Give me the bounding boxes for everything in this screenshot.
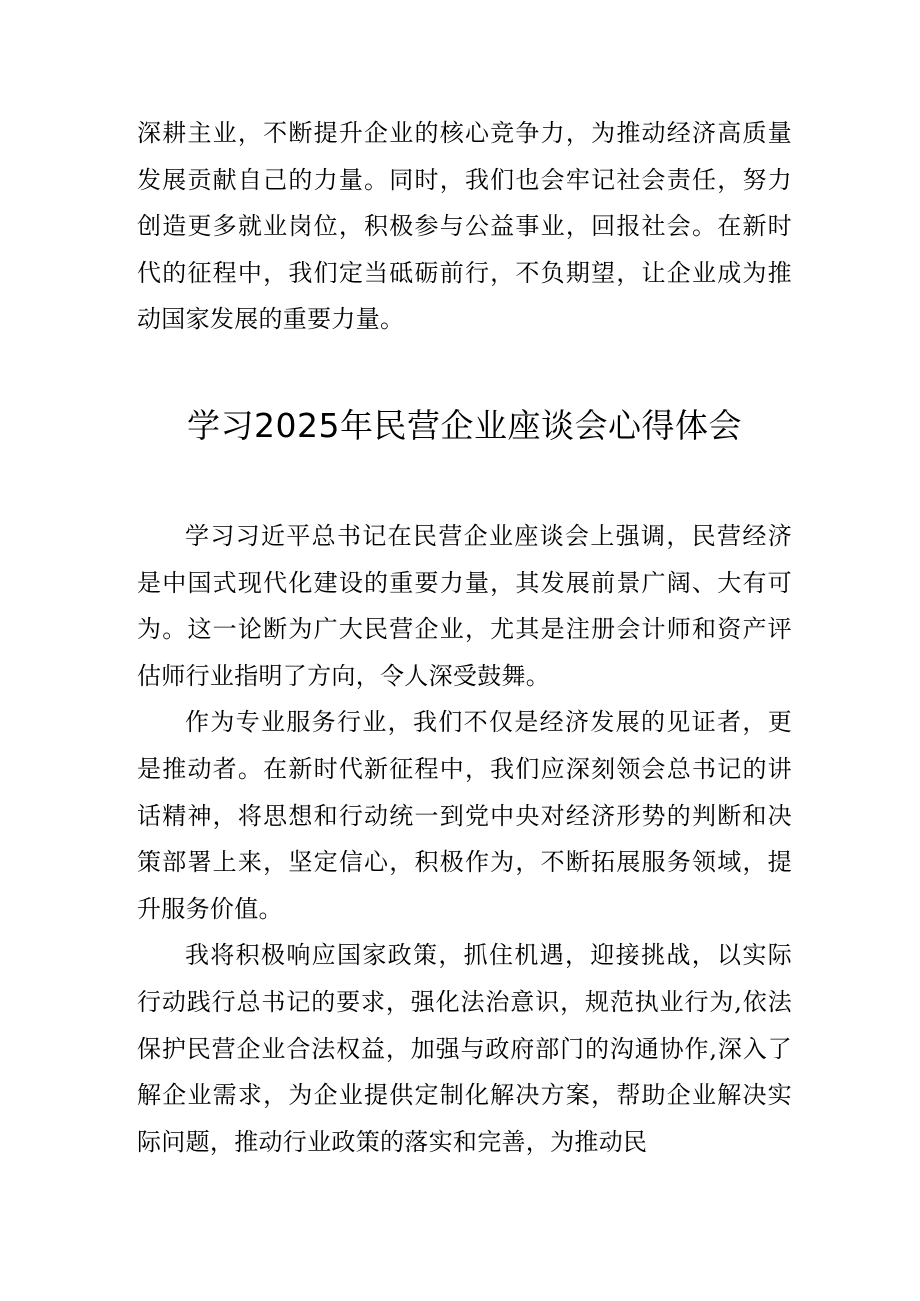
body-paragraph-2: 作为专业服务行业，我们不仅是经济发展的见证者，更是推动者。在新时代新征程中，我们应深刻领会总书记的讲话精神，将思想和行动统一到党中央对经济形势的判断和决策部署上来，坚定信心，积极作为，不断拓展服务领域，提升服务价值。 [137,708,792,923]
continuation-paragraph: 深耕主业，不断提升企业的核心竞争力，为推动经济高质量发展贡献自己的力量。同时，我们也会牢记社会责任，努力创造更多就业岗位，积极参与公益事业，回报社会。在新时代的征程中，我们定当砥砺前行，不负期望，让企业成为推动国家发展的重要力量。 [137,119,792,334]
body-paragraph-1: 学习习近平总书记在民营企业座谈会上强调，民营经济是中国式现代化建设的重要力量，其发展前景广阔、大有可为。这一论断为广大民营企业，尤其是注册会计师和资产评估师行业指明了方向，令人深受鼓舞。 [137,521,792,690]
body-paragraph-3: 我将积极响应国家政策，抓住机遇，迎接挑战，以实际行动践行总书记的要求，强化法治意识，规范执业行为,依法保护民营企业合法权益，加强与政府部门的沟通协作,深入了解企业需求，为企业提供定制化解决方案，帮助企业解决实际问题，推动行业政策的落实和完善，为推动民 [137,941,792,1156]
document-body [137,110,792,1165]
document-title: 学习2025年民营企业座谈会心得体会 [187,405,742,445]
